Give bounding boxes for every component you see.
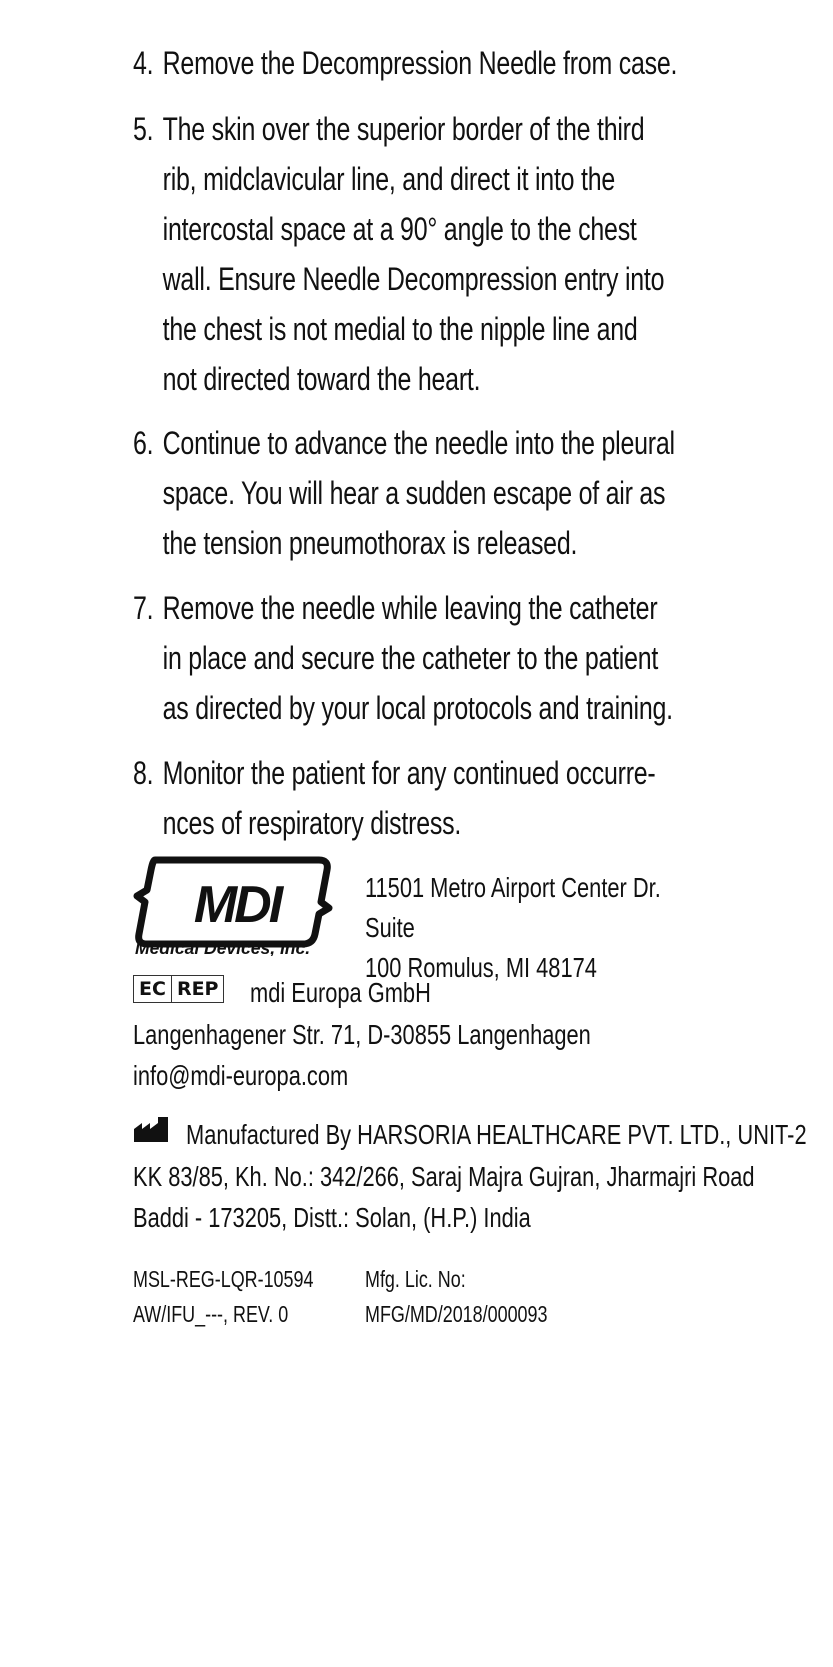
- ec-rep-symbol: [133, 975, 224, 1003]
- company-address: [365, 868, 693, 988]
- step-text-line: the tension pneumothorax is released.: [162, 525, 578, 561]
- ec-rep-street: Langenhagener Str. 71, D-30855 Langenhagen: [133, 1019, 591, 1050]
- address-line: 11501 Metro Airport Center Dr. Suite: [365, 872, 661, 943]
- step-text-line: rib, midclavicular line, and direct it into the: [162, 161, 616, 197]
- step-5: [133, 104, 734, 404]
- ec-label: EC: [139, 978, 166, 1000]
- step-text-line: Remove the needle while leaving the catheter: [162, 590, 658, 626]
- manufacturer-line: KK 83/85, Kh. No.: 342/266, Saraj Majra Gujran, Jharmajri Road: [133, 1161, 755, 1192]
- address-line: 100 Romulus, MI 48174: [365, 952, 597, 983]
- step-number: 4.: [133, 45, 154, 81]
- step-text-line: as directed by your local protocols and training.: [162, 690, 673, 726]
- logo-company: Medical Devices, Inc.: [135, 938, 311, 956]
- manufacturer-address: [133, 1156, 755, 1238]
- step-number: 6.: [133, 425, 154, 461]
- registration-code: MSL-REG-LQR-10594: [133, 1266, 314, 1292]
- step-text-line: space. You will hear a sudden escape of air as: [162, 475, 666, 511]
- manufacturer-line: Manufactured By HARSORIA HEALTHCARE PVT. LTD., UNIT-2: [186, 1119, 807, 1150]
- step-text-line: not directed toward the heart.: [162, 361, 481, 397]
- step-text-line: intercostal space at a 90° angle to the chest: [162, 211, 637, 247]
- manufacturer-icon: [133, 1117, 171, 1143]
- step-number: 8.: [133, 755, 154, 791]
- rep-label: REP: [171, 976, 224, 1002]
- step-text-line: nces of respiratory distress.: [162, 805, 462, 841]
- logo-mark: MDI: [193, 876, 281, 934]
- manufacturer-line: Baddi - 173205, Distt.: Solan, (H.P.) India: [133, 1202, 531, 1233]
- step-7: [133, 583, 734, 733]
- step-6: [133, 418, 734, 568]
- document-codes: [133, 1262, 313, 1332]
- step-8: [133, 748, 734, 848]
- ec-rep-email: info@mdi-europa.com: [133, 1060, 349, 1091]
- ec-rep-details: [133, 1014, 591, 1096]
- ec-rep-name: mdi Europa GmbH: [250, 977, 431, 1008]
- step-text-line: Continue to advance the needle into the pleural: [162, 425, 675, 461]
- mdi-logo: [133, 856, 343, 956]
- step-text-line: wall. Ensure Needle Decompression entry into: [162, 261, 665, 297]
- step-number: 7.: [133, 590, 154, 626]
- step-text-line: the chest is not medial to the nipple line and: [162, 311, 638, 347]
- license-info: [365, 1262, 547, 1332]
- step-text-line: Monitor the patient for any continued occurre-: [162, 755, 656, 791]
- artwork-revision: AW/IFU_---, REV. 0: [133, 1301, 289, 1327]
- step-number: 5.: [133, 111, 154, 147]
- step-4: [133, 38, 734, 88]
- step-text-line: Remove the Decompression Needle from case.: [162, 45, 678, 81]
- step-text-line: The skin over the superior border of the third: [162, 111, 645, 147]
- license-number: MFG/MD/2018/000093: [365, 1301, 548, 1327]
- step-text-line: in place and secure the catheter to the patient: [162, 640, 659, 676]
- license-label: Mfg. Lic. No:: [365, 1266, 466, 1292]
